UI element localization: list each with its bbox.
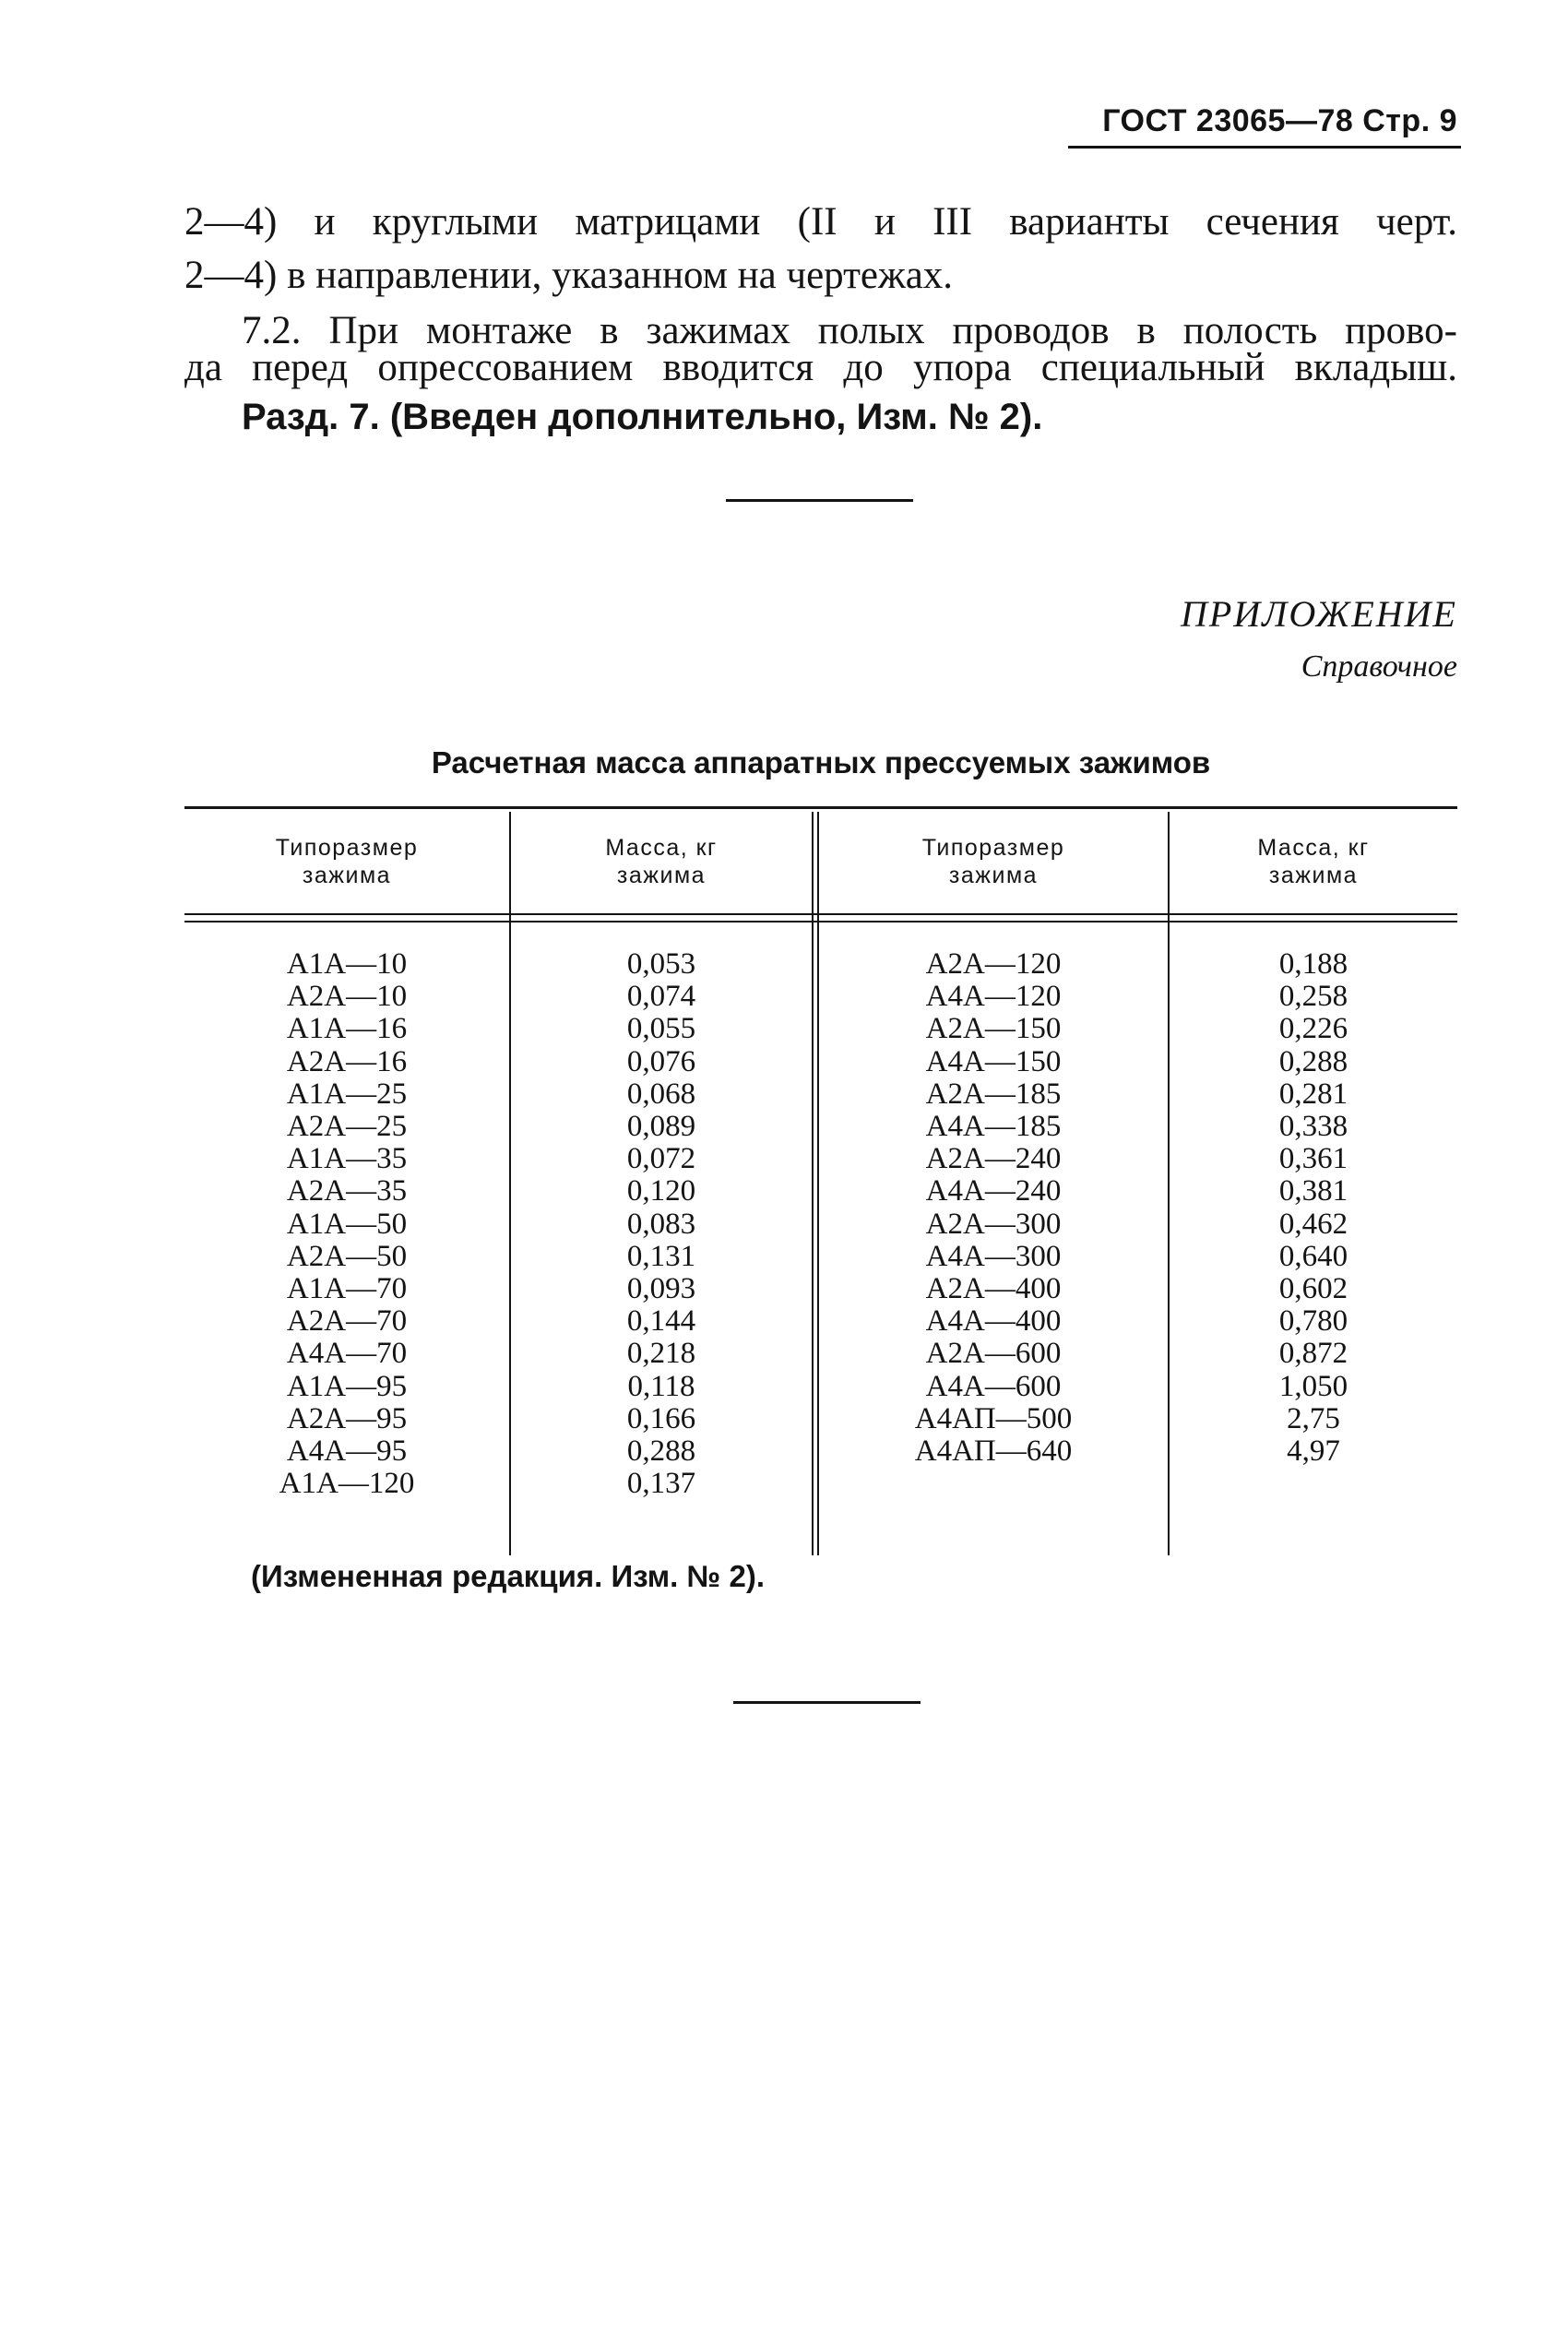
header-text: зажима: [616, 863, 707, 888]
table-cell: 0,089: [626, 1110, 696, 1144]
table-cell: 0,188: [1278, 947, 1348, 981]
table-cell: 0,602: [1278, 1272, 1348, 1306]
table-header-rule-double: [184, 921, 1457, 922]
table-cell: А1А—50: [286, 1207, 408, 1241]
table-cell: А4А—70: [286, 1337, 408, 1371]
separator-bottom: [733, 1701, 921, 1704]
table-cell: А4А—150: [925, 1044, 1062, 1078]
table-cell: 0,338: [1278, 1110, 1348, 1144]
table-cell: 0,072: [626, 1142, 696, 1176]
table-cell: 0,055: [626, 1012, 696, 1046]
table-cell: А4А—240: [925, 1174, 1062, 1208]
section-note: Разд. 7. (Введен дополнительно, Изм. № 2).: [242, 397, 1043, 437]
table-cell: А1А—120: [279, 1467, 415, 1501]
table-cell: А1А—35: [286, 1142, 408, 1176]
table-cell: 0,053: [626, 947, 696, 981]
table-cell: А2А—10: [286, 980, 408, 1014]
header-type-right: [819, 834, 1168, 889]
table-cell: А2А—50: [286, 1239, 408, 1273]
header-text: зажима: [948, 863, 1039, 888]
table-cell: 4,97: [1287, 1434, 1340, 1469]
table-cell: 0,068: [626, 1077, 696, 1111]
column-mass-right: [1170, 948, 1457, 1468]
table-cell: 0,640: [1278, 1239, 1348, 1273]
table-cell: А2А—185: [925, 1077, 1062, 1111]
header-mass-left: [511, 834, 812, 889]
body-line-1: 2—4) и круглыми матрицами (II и III варианты сечения черт.: [184, 200, 1457, 244]
body-line-4: да перед опрессованием вводится до упора специальный вкладыш.: [184, 346, 1457, 389]
table-cell: А1А—16: [286, 1012, 408, 1046]
header-text: Типоразмер: [275, 835, 419, 861]
table-cell: 0,083: [626, 1207, 696, 1241]
header-text: Масса, кг: [1257, 835, 1370, 861]
header-mass-right: [1170, 834, 1457, 889]
table-cell: А4А—95: [286, 1434, 408, 1469]
body-line-3: 7.2. При монтаже в зажимах полых проводов в полость прово-: [242, 309, 1457, 352]
appendix-subtitle: Справочное: [1301, 649, 1457, 684]
table-cell: А2А—240: [925, 1142, 1062, 1176]
column-divider-double: [812, 812, 814, 1555]
separator-top: [726, 499, 913, 502]
table-cell: А4А—185: [925, 1110, 1062, 1144]
column-type-right: [819, 948, 1168, 1468]
table-cell: 0,226: [1278, 1012, 1348, 1046]
header-text: Масса, кг: [605, 835, 718, 861]
header-text: зажима: [1268, 863, 1359, 888]
table-cell: 0,074: [626, 980, 696, 1014]
table-cell: А2А—25: [286, 1110, 408, 1144]
table-cell: 0,166: [626, 1401, 696, 1435]
table-cell: А2А—600: [925, 1337, 1062, 1371]
table-cell: 0,462: [1278, 1207, 1348, 1241]
column-mass-left: [511, 948, 812, 1500]
table-cell: А2А—150: [925, 1012, 1062, 1046]
table-cell: А1А—25: [286, 1077, 408, 1111]
footer-note: (Измененная редакция. Изм. № 2).: [251, 1559, 765, 1593]
table-cell: А4А—300: [925, 1239, 1062, 1273]
table-cell: А4АП—500: [914, 1401, 1073, 1435]
table-cell: 0,780: [1278, 1304, 1348, 1339]
table-cell: 0,137: [626, 1467, 696, 1501]
table-cell: А2А—95: [286, 1401, 408, 1435]
table-cell: 0,361: [1278, 1142, 1348, 1176]
table-cell: А2А—400: [925, 1272, 1062, 1306]
table-cell: А4А—600: [925, 1369, 1062, 1403]
header-type-left: [184, 834, 509, 889]
table-top-rule: [184, 806, 1457, 809]
header-text: Типоразмер: [921, 835, 1065, 861]
table-caption: Расчетная масса аппаратных прессуемых зажимов: [431, 745, 1211, 780]
table-cell: 0,218: [626, 1337, 696, 1371]
column-type-left: [184, 948, 509, 1500]
appendix-title: ПРИЛОЖЕНИЕ: [1181, 593, 1457, 635]
table-cell: 0,131: [626, 1239, 696, 1273]
table-cell: А1А—70: [286, 1272, 408, 1306]
table-cell: 0,872: [1278, 1337, 1348, 1371]
table-cell: 1,050: [1278, 1369, 1348, 1403]
table-cell: А4А—120: [925, 980, 1062, 1014]
table-cell: 0,288: [626, 1434, 696, 1469]
header-rule: [1068, 146, 1461, 149]
table-cell: А1А—95: [286, 1369, 408, 1403]
table-cell: 0,281: [1278, 1077, 1348, 1111]
table-header-rule: [184, 913, 1457, 915]
table-cell: 0,144: [626, 1304, 696, 1339]
body-line-2: 2—4) в направлении, указанном на чертежах.: [184, 254, 954, 297]
table-cell: А4А—400: [925, 1304, 1062, 1339]
table-cell: 0,120: [626, 1174, 696, 1208]
table-cell: 0,381: [1278, 1174, 1348, 1208]
table-cell: А4АП—640: [914, 1434, 1073, 1469]
table-cell: А2А—70: [286, 1304, 408, 1339]
header-text: зажима: [302, 863, 392, 888]
table-cell: А2А—300: [925, 1207, 1062, 1241]
table-cell: 0,118: [627, 1369, 695, 1403]
table-cell: А2А—120: [925, 947, 1062, 981]
table-cell: 2,75: [1287, 1401, 1340, 1435]
table-cell: А1А—10: [286, 947, 408, 981]
table-cell: 0,258: [1278, 980, 1348, 1014]
table-cell: 0,093: [626, 1272, 696, 1306]
table-cell: 0,288: [1278, 1044, 1348, 1078]
table-cell: А2А—16: [286, 1044, 408, 1078]
table-cell: 0,076: [626, 1044, 696, 1078]
running-head: ГОСТ 23065—78 Стр. 9: [1102, 103, 1457, 138]
table-cell: А2А—35: [286, 1174, 408, 1208]
